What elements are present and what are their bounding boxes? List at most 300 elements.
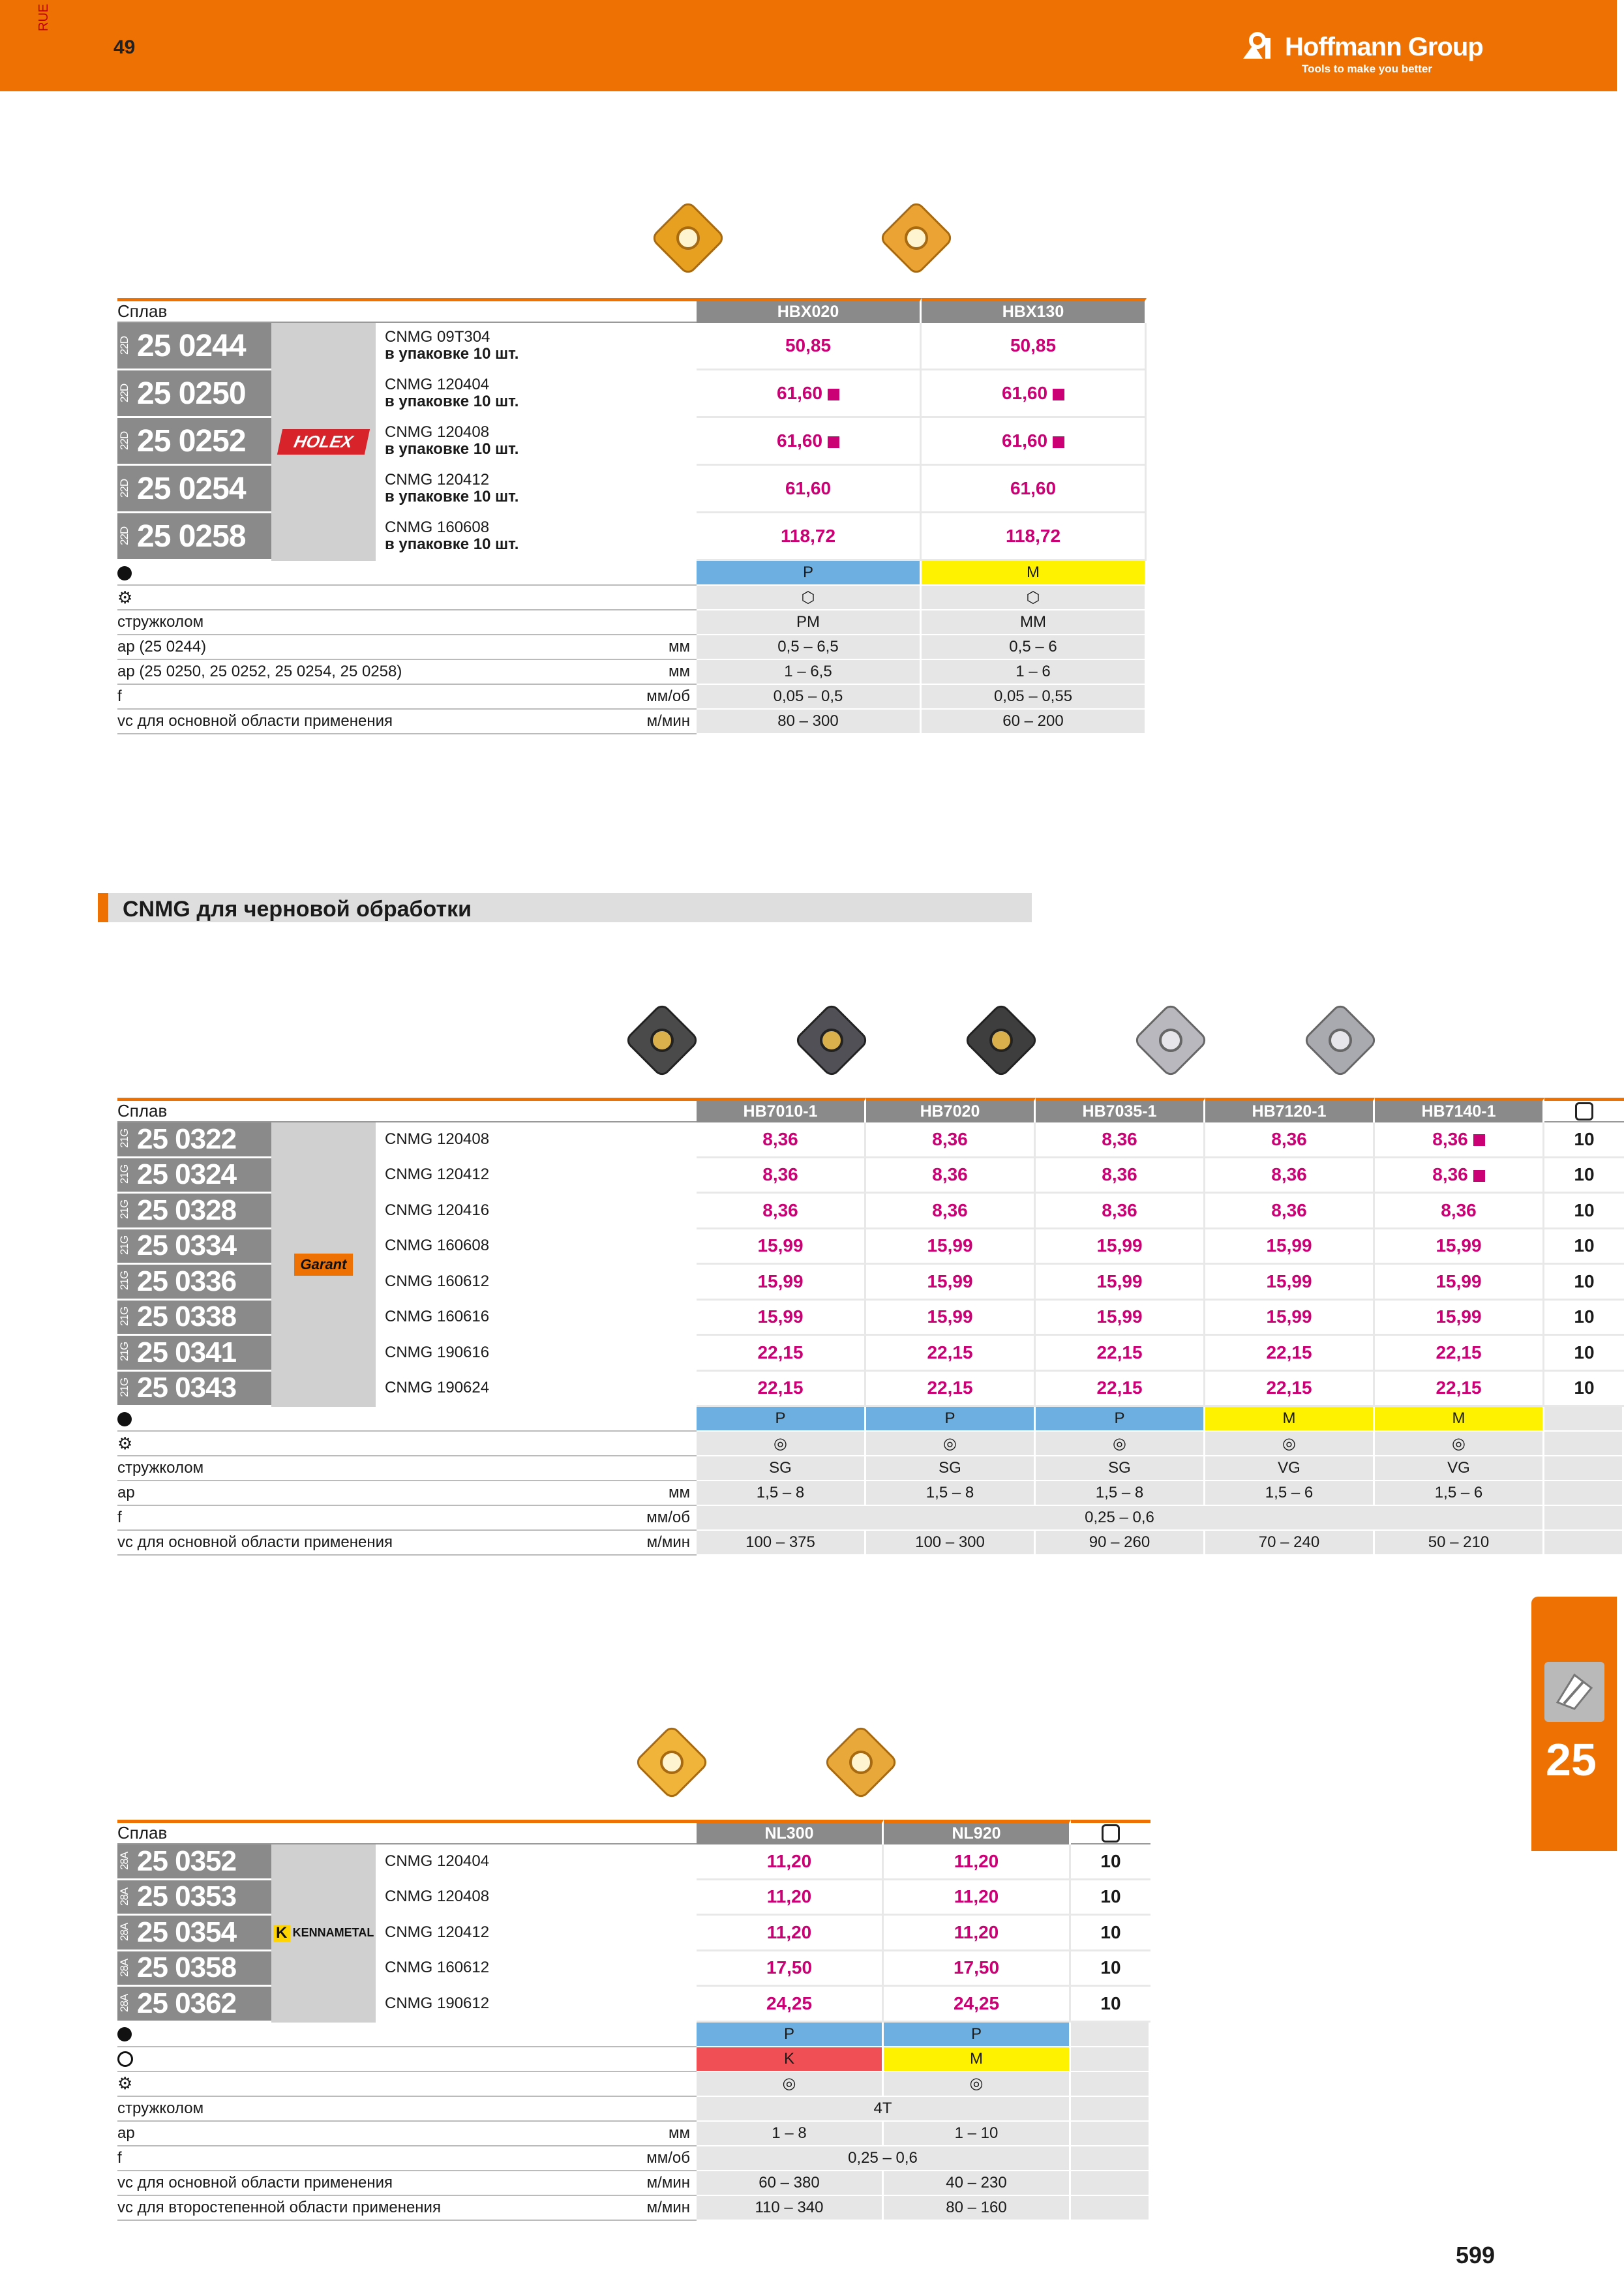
article-number[interactable]: 25 0354 bbox=[137, 1916, 237, 1948]
chipbreaker-shape-cell bbox=[884, 2072, 1071, 2097]
empty-cell bbox=[1544, 1456, 1624, 1481]
price: 11,20 bbox=[766, 1850, 812, 1871]
price-cell bbox=[1375, 1301, 1544, 1336]
price-cell bbox=[697, 1301, 866, 1336]
garant-logo: Garant bbox=[294, 1254, 353, 1276]
chipbreaker-shape-cell bbox=[1036, 1432, 1205, 1456]
product-table-garant-body bbox=[117, 1122, 1624, 1556]
price: 22,15 bbox=[757, 1377, 804, 1398]
price: 11,20 bbox=[954, 1850, 999, 1871]
price-cell bbox=[866, 1229, 1036, 1265]
insert-icon bbox=[1298, 998, 1383, 1083]
grade-header: HB7010-1 bbox=[697, 1098, 866, 1122]
price-cell bbox=[884, 1916, 1071, 1951]
price: 24,25 bbox=[953, 1993, 1000, 2013]
price-cell bbox=[1036, 1194, 1205, 1229]
price: 118,72 bbox=[1005, 526, 1061, 546]
article-number[interactable]: 25 0352 bbox=[137, 1844, 237, 1877]
empty-cell bbox=[1071, 2097, 1150, 2122]
item-description: CNMG 120408 bbox=[385, 423, 490, 441]
category-code: 21G bbox=[118, 1128, 130, 1149]
price: 22,15 bbox=[1266, 1377, 1312, 1398]
param-value: 70 – 240 bbox=[1205, 1531, 1375, 1556]
material-group: M bbox=[1375, 1407, 1544, 1432]
param-value: 100 – 300 bbox=[866, 1531, 1036, 1556]
new-item-marker bbox=[828, 389, 839, 400]
chipbreaker: 4T bbox=[697, 2097, 1071, 2122]
open-circle-icon bbox=[117, 2051, 133, 2067]
empty-cell bbox=[1071, 2023, 1150, 2047]
empty-cell bbox=[1544, 1506, 1624, 1531]
chipbreaker-shape-icon: ◎ bbox=[943, 1434, 957, 1453]
secondary-group-legend bbox=[117, 2047, 697, 2072]
article-number[interactable]: 25 0334 bbox=[137, 1229, 237, 1262]
chipbreaker-shape-icon: ◎ bbox=[1452, 1434, 1466, 1453]
chipbreaker-label: стружколом bbox=[117, 1456, 697, 1481]
gear-icon: ⚙ bbox=[117, 1433, 133, 1453]
chipbreaker-shape-cell bbox=[1375, 1432, 1544, 1456]
chipbreaker-shape-cell bbox=[866, 1432, 1036, 1456]
pack-quantity: 10 bbox=[1544, 1336, 1624, 1372]
category-code: 21G bbox=[118, 1306, 130, 1326]
param-label: ap bbox=[117, 1481, 376, 1506]
price-cell bbox=[697, 1987, 884, 2023]
price-cell bbox=[697, 1880, 884, 1916]
item-description: CNMG 120416 bbox=[376, 1194, 697, 1229]
chipbreaker: PM bbox=[697, 610, 922, 635]
chipbreaker-shape-legend bbox=[117, 2072, 697, 2097]
empty-cell bbox=[1071, 2196, 1150, 2221]
price-cell bbox=[1205, 1122, 1375, 1158]
article-number[interactable]: 25 0252 bbox=[137, 423, 246, 459]
empty-cell bbox=[1071, 2047, 1150, 2072]
empty-cell bbox=[1071, 2072, 1150, 2097]
chipbreaker-shape-cell bbox=[697, 1432, 866, 1456]
price-cell bbox=[1205, 1194, 1375, 1229]
category-code: 28A bbox=[118, 1994, 130, 2013]
price: 61,60 bbox=[776, 383, 823, 403]
price: 61,60 bbox=[1010, 478, 1057, 498]
param-value: 0,25 – 0,6 bbox=[697, 2146, 1071, 2171]
article-number[interactable]: 25 0324 bbox=[137, 1158, 237, 1191]
grade-header: HBX130 bbox=[922, 298, 1147, 323]
item-description: CNMG 120404 bbox=[376, 1844, 697, 1880]
param-value: 110 – 340 bbox=[697, 2196, 884, 2221]
param-label: f bbox=[117, 1506, 376, 1531]
chipbreaker: SG bbox=[866, 1456, 1036, 1481]
article-cell bbox=[117, 1951, 271, 1987]
grade-header: HBX020 bbox=[697, 298, 922, 323]
table-row[interactable] bbox=[117, 323, 1147, 370]
category-code: 21G bbox=[118, 1377, 130, 1397]
price: 50,85 bbox=[1010, 335, 1057, 355]
price-cell bbox=[866, 1265, 1036, 1301]
article-cell bbox=[117, 1916, 271, 1951]
param-value: 1,5 – 8 bbox=[697, 1481, 866, 1506]
price-cell bbox=[697, 1158, 866, 1194]
pack-size: в упаковке 10 шт. bbox=[385, 345, 519, 363]
price: 61,60 bbox=[1001, 430, 1048, 451]
category-code: 22D bbox=[118, 431, 130, 450]
category-code: 28A bbox=[118, 1888, 130, 1906]
chipbreaker-shape-icon: ◎ bbox=[1282, 1434, 1296, 1453]
price-cell bbox=[697, 1372, 866, 1407]
price: 8,36 bbox=[762, 1199, 798, 1220]
article-number[interactable]: 25 0353 bbox=[137, 1880, 237, 1913]
article-number[interactable]: 25 0358 bbox=[137, 1951, 237, 1984]
gear-icon: ⚙ bbox=[117, 587, 133, 607]
pack-quantity: 10 bbox=[1544, 1229, 1624, 1265]
item-description: CNMG 190612 bbox=[376, 1987, 697, 2023]
article-number[interactable]: 25 0258 bbox=[137, 519, 246, 554]
grade-header: HB7035-1 bbox=[1036, 1098, 1205, 1122]
param-unit: мм bbox=[376, 1481, 697, 1506]
article-number[interactable]: 25 0328 bbox=[137, 1194, 237, 1226]
material-group: P bbox=[697, 2023, 884, 2047]
item-description: CNMG 120412 bbox=[385, 471, 490, 489]
param-label: vc для основной области применения bbox=[117, 710, 376, 734]
price: 22,15 bbox=[1266, 1342, 1312, 1362]
param-label: vc для второстепенной области применения bbox=[117, 2196, 376, 2221]
price: 11,20 bbox=[954, 1886, 999, 1907]
price: 8,36 bbox=[1271, 1199, 1307, 1220]
new-item-marker bbox=[1473, 1134, 1485, 1146]
param-value: 0,05 – 0,5 bbox=[697, 685, 922, 710]
price: 8,36 bbox=[1102, 1128, 1137, 1149]
holex-logo: HOLEX bbox=[277, 429, 370, 455]
filled-circle-icon bbox=[117, 566, 132, 580]
price-cell bbox=[1205, 1372, 1375, 1407]
article-number[interactable]: 25 0322 bbox=[137, 1122, 237, 1155]
pack-size: в упаковке 10 шт. bbox=[385, 488, 519, 505]
brand-name: Hoffmann Group bbox=[1285, 33, 1483, 61]
price: 15,99 bbox=[927, 1235, 973, 1256]
kennametal-logo bbox=[273, 1925, 374, 1942]
material-group: P bbox=[697, 561, 922, 586]
insert-icon bbox=[646, 196, 730, 280]
price-cell bbox=[1036, 1301, 1205, 1336]
article-number[interactable]: 25 0336 bbox=[137, 1265, 237, 1297]
param-value: 1,5 – 6 bbox=[1205, 1481, 1375, 1506]
chipbreaker-shape-cell bbox=[697, 2072, 884, 2097]
category-code: 28A bbox=[118, 1852, 130, 1871]
param-value: 0,25 – 0,6 bbox=[697, 1506, 1544, 1531]
main-group-legend bbox=[117, 2023, 697, 2047]
article-cell bbox=[117, 1844, 271, 1880]
param-value: 1 – 8 bbox=[697, 2122, 884, 2146]
param-unit: мм bbox=[376, 635, 697, 660]
price-cell bbox=[884, 1951, 1071, 1987]
price: 15,99 bbox=[1436, 1235, 1482, 1256]
param-unit: м/мин bbox=[376, 2196, 697, 2221]
price: 22,15 bbox=[757, 1342, 804, 1362]
table-row[interactable] bbox=[117, 1122, 1624, 1158]
param-value: 50 – 210 bbox=[1375, 1531, 1544, 1556]
price: 8,36 bbox=[1271, 1164, 1307, 1185]
param-value: 90 – 260 bbox=[1036, 1531, 1205, 1556]
category-code: 22D bbox=[118, 526, 130, 545]
price-cell bbox=[1205, 1301, 1375, 1336]
price: 22,15 bbox=[1436, 1377, 1482, 1398]
chipbreaker-shape-cell bbox=[1205, 1432, 1375, 1456]
price: 8,36 bbox=[1271, 1128, 1307, 1149]
price-cell bbox=[697, 1194, 866, 1229]
grade-header: NL300 bbox=[697, 1820, 884, 1844]
article-cell bbox=[117, 1194, 271, 1229]
article-number[interactable]: 25 0341 bbox=[137, 1336, 237, 1368]
pack-quantity: 10 bbox=[1544, 1158, 1624, 1194]
price-cell bbox=[1375, 1372, 1544, 1407]
grade-header: NL920 bbox=[884, 1820, 1071, 1844]
price: 8,36 bbox=[1102, 1164, 1137, 1185]
price-cell bbox=[1375, 1122, 1544, 1158]
chipbreaker-shape-icon: ◎ bbox=[969, 2075, 984, 2092]
param-value: 0,5 – 6,5 bbox=[697, 635, 922, 660]
price: 17,50 bbox=[766, 1957, 813, 1978]
price-cell bbox=[1036, 1122, 1205, 1158]
price: 17,50 bbox=[953, 1957, 1000, 1978]
grade-header: HB7120-1 bbox=[1205, 1098, 1375, 1122]
param-value: 1 – 10 bbox=[884, 2122, 1071, 2146]
insert-icon bbox=[629, 1720, 714, 1805]
price: 15,99 bbox=[1096, 1271, 1143, 1291]
pack-quantity: 10 bbox=[1544, 1372, 1624, 1407]
empty-cell bbox=[1071, 2146, 1150, 2171]
product-table-kennametal-body bbox=[117, 1844, 1150, 2221]
category-code: 28A bbox=[118, 1959, 130, 1977]
param-unit: м/мин bbox=[376, 1531, 697, 1556]
insert-icon bbox=[959, 998, 1044, 1083]
price-cell bbox=[866, 1158, 1036, 1194]
section-title-text: CNMG для черновой обработки bbox=[123, 897, 472, 922]
chipbreaker-label: стружколом bbox=[117, 610, 697, 635]
kennametal-logo-text: KENNAMETAL bbox=[292, 1926, 374, 1939]
price: 22,15 bbox=[1096, 1342, 1143, 1362]
article-number[interactable]: 25 0362 bbox=[137, 1987, 237, 2019]
param-value: 1,5 – 8 bbox=[1036, 1481, 1205, 1506]
page-ref: 49 bbox=[113, 37, 136, 58]
price-cell bbox=[1205, 1229, 1375, 1265]
price: 15,99 bbox=[1266, 1271, 1312, 1291]
param-value: 100 – 375 bbox=[697, 1531, 866, 1556]
price: 22,15 bbox=[1436, 1342, 1482, 1362]
chipbreaker: MM bbox=[922, 610, 1147, 635]
price: 15,99 bbox=[1266, 1235, 1312, 1256]
pack-quantity: 10 bbox=[1071, 1951, 1150, 1987]
param-unit: мм/об bbox=[376, 2146, 697, 2171]
param-label: vc для основной области применения bbox=[117, 2171, 376, 2196]
material-group: M bbox=[1205, 1407, 1375, 1432]
price-cell bbox=[1036, 1229, 1205, 1265]
item-description: CNMG 190616 bbox=[376, 1336, 697, 1372]
material-group: K bbox=[697, 2047, 884, 2072]
param-value: 1,5 – 6 bbox=[1375, 1481, 1544, 1506]
box-icon bbox=[1575, 1102, 1593, 1121]
material-group: P bbox=[884, 2023, 1071, 2047]
param-value: 1 – 6 bbox=[922, 660, 1147, 685]
price-cell bbox=[697, 1844, 884, 1880]
price: 50,85 bbox=[785, 335, 832, 355]
price: 61,60 bbox=[785, 478, 832, 498]
price-cell bbox=[1375, 1158, 1544, 1194]
param-label: ap (25 0250, 25 0252, 25 0254, 25 0258) bbox=[117, 660, 376, 685]
chipbreaker-shape-icon: ⬡ bbox=[801, 588, 815, 607]
material-group: P bbox=[866, 1407, 1036, 1432]
pack-quantity: 10 bbox=[1544, 1265, 1624, 1301]
price: 8,36 bbox=[762, 1164, 798, 1185]
item-description: CNMG 160608 bbox=[385, 519, 490, 536]
article-cell bbox=[117, 1301, 271, 1336]
price-cell bbox=[1375, 1229, 1544, 1265]
kennametal-k-icon: K bbox=[273, 1925, 290, 1942]
alloy-label: Сплав bbox=[117, 298, 697, 323]
empty-cell bbox=[1071, 2122, 1150, 2146]
price-cell bbox=[697, 1951, 884, 1987]
price: 24,25 bbox=[766, 1993, 813, 2013]
price-cell bbox=[1205, 1158, 1375, 1194]
article-cell bbox=[117, 1229, 271, 1265]
param-value: 0,05 – 0,55 bbox=[922, 685, 1147, 710]
item-description: CNMG 120404 bbox=[385, 376, 490, 393]
param-value: 1,5 – 8 bbox=[866, 1481, 1036, 1506]
param-label: ap (25 0244) bbox=[117, 635, 376, 660]
param-unit: м/мин bbox=[376, 710, 697, 734]
new-item-marker bbox=[828, 436, 839, 448]
category-code: 28A bbox=[118, 1923, 130, 1942]
item-description: CNMG 120408 bbox=[376, 1122, 697, 1158]
grade-header: HB7140-1 bbox=[1375, 1098, 1544, 1122]
article-cell bbox=[117, 1987, 271, 2023]
param-value: 40 – 230 bbox=[884, 2171, 1071, 2196]
category-code: 21G bbox=[118, 1342, 130, 1362]
param-label: f bbox=[117, 685, 376, 710]
price-cell bbox=[697, 1336, 866, 1372]
product-table-kennametal bbox=[117, 1820, 1150, 1844]
article-number[interactable]: 25 0343 bbox=[137, 1372, 237, 1404]
pack-size: в упаковке 10 шт. bbox=[385, 393, 519, 410]
item-description: CNMG 160616 bbox=[376, 1301, 697, 1336]
article-cell bbox=[117, 1265, 271, 1301]
price: 15,99 bbox=[1436, 1306, 1482, 1327]
price: 118,72 bbox=[780, 526, 836, 546]
price-cell bbox=[1036, 1265, 1205, 1301]
category-code: 21G bbox=[118, 1164, 130, 1184]
price-cell bbox=[697, 1265, 866, 1301]
price: 8,36 bbox=[932, 1199, 968, 1220]
price-cell bbox=[1205, 1336, 1375, 1372]
new-item-marker bbox=[1053, 436, 1064, 448]
param-unit: м/мин bbox=[376, 2171, 697, 2196]
article-cell bbox=[117, 1158, 271, 1194]
new-item-marker bbox=[1053, 389, 1064, 400]
material-group: P bbox=[697, 1407, 866, 1432]
article-number[interactable]: 25 0244 bbox=[137, 328, 246, 363]
price-cell bbox=[1205, 1265, 1375, 1301]
category-code: 21G bbox=[118, 1235, 130, 1255]
price-cell bbox=[1036, 1336, 1205, 1372]
empty-cell bbox=[1544, 1407, 1624, 1432]
param-value: 80 – 160 bbox=[884, 2196, 1071, 2221]
price-cell bbox=[884, 1987, 1071, 2023]
category-code: 22D bbox=[118, 384, 130, 402]
param-unit: мм/об bbox=[376, 1506, 697, 1531]
price-cell bbox=[884, 1880, 1071, 1916]
pack-quantity: 10 bbox=[1071, 1987, 1150, 2023]
price: 11,20 bbox=[766, 1921, 812, 1942]
param-value: 1 – 6,5 bbox=[697, 660, 922, 685]
article-cell bbox=[117, 1122, 271, 1158]
price-cell bbox=[1375, 1194, 1544, 1229]
price: 8,36 bbox=[1441, 1199, 1477, 1220]
param-label: vc для основной области применения bbox=[117, 1531, 376, 1556]
chipbreaker-shape-legend bbox=[117, 1432, 697, 1456]
price: 15,99 bbox=[927, 1306, 973, 1327]
empty-cell bbox=[1071, 2171, 1150, 2196]
turning-insert-icon bbox=[1544, 1662, 1604, 1722]
price: 8,36 bbox=[762, 1128, 798, 1149]
price-cell bbox=[884, 1844, 1071, 1880]
article-number[interactable]: 25 0338 bbox=[137, 1301, 237, 1333]
pack-size: в упаковке 10 шт. bbox=[385, 535, 519, 553]
article-number[interactable]: 25 0254 bbox=[137, 471, 246, 506]
price-cell bbox=[866, 1336, 1036, 1372]
pack-quantity: 10 bbox=[1544, 1301, 1624, 1336]
price: 8,36 bbox=[932, 1128, 968, 1149]
article-cell bbox=[117, 1336, 271, 1372]
item-description: CNMG 190624 bbox=[376, 1372, 697, 1407]
item-description: CNMG 160612 bbox=[376, 1265, 697, 1301]
price-cell bbox=[866, 1194, 1036, 1229]
material-group: M bbox=[922, 561, 1147, 586]
insert-icon bbox=[819, 1720, 903, 1805]
material-group: P bbox=[1036, 1407, 1205, 1432]
price: 8,36 bbox=[1102, 1199, 1137, 1220]
price: 15,99 bbox=[927, 1271, 973, 1291]
chipbreaker-shape-icon: ⬡ bbox=[1026, 588, 1040, 607]
chipbreaker-shape-icon: ◎ bbox=[782, 2075, 796, 2092]
box-icon bbox=[1102, 1824, 1120, 1843]
price: 15,99 bbox=[757, 1306, 804, 1327]
category-code: 21G bbox=[118, 1271, 130, 1291]
product-table-garant bbox=[117, 1098, 1624, 1122]
price: 11,20 bbox=[954, 1921, 999, 1942]
chipbreaker: SG bbox=[1036, 1456, 1205, 1481]
price-cell bbox=[866, 1372, 1036, 1407]
param-value: 60 – 380 bbox=[697, 2171, 884, 2196]
article-number[interactable]: 25 0250 bbox=[137, 376, 246, 411]
category-code: 22D bbox=[118, 336, 130, 355]
brand-cell bbox=[271, 1122, 376, 1407]
price: 15,99 bbox=[757, 1235, 804, 1256]
price-cell bbox=[1036, 1158, 1205, 1194]
chapter-tab[interactable] bbox=[1531, 1597, 1617, 1851]
price: 22,15 bbox=[1096, 1377, 1143, 1398]
gear-icon: ⚙ bbox=[117, 2073, 133, 2093]
article-cell bbox=[117, 1372, 271, 1407]
param-unit: мм bbox=[376, 660, 697, 685]
chipbreaker: VG bbox=[1205, 1456, 1375, 1481]
param-label: f bbox=[117, 2146, 376, 2171]
chipbreaker-shape-icon: ◎ bbox=[1113, 1434, 1126, 1453]
chipbreaker-shape-icon: ◎ bbox=[774, 1434, 787, 1453]
empty-cell bbox=[1544, 1481, 1624, 1506]
material-group: M bbox=[884, 2047, 1071, 2072]
pack-quantity: 10 bbox=[1071, 1844, 1150, 1880]
item-description: CNMG 120408 bbox=[376, 1880, 697, 1916]
brand-cell bbox=[271, 323, 376, 561]
price: 15,99 bbox=[1436, 1271, 1482, 1291]
table-row[interactable] bbox=[117, 1844, 1150, 1880]
